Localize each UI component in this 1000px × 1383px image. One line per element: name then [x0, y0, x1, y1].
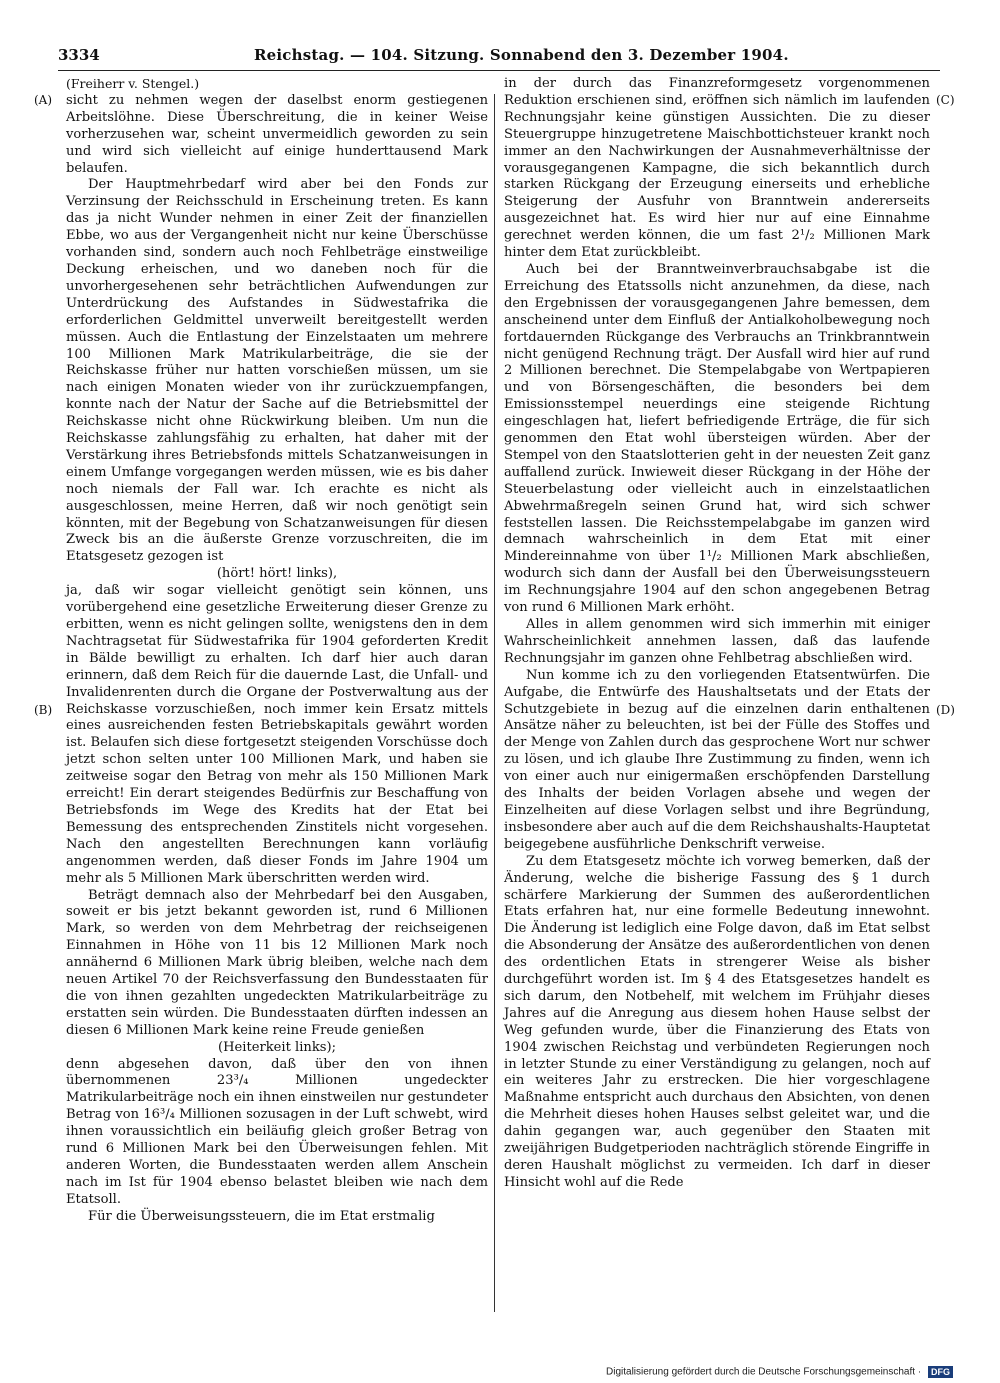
margin-marker-a: (A) [34, 93, 53, 107]
paragraph: sicht zu nehmen wegen der daselbst enorm gestiegenen Arbeitslöhne. Diese Überschreitung, die in keiner Weise vorherzusehen war, scheint unvermeidlich geworden zu sein und wird sich vielleicht auf einige hunderttausend Mark belaufen. [66, 92, 488, 176]
interjection: (hört! hört! links), [216, 566, 338, 582]
column-divider [494, 94, 495, 1312]
running-title: Reichstag. — 104. Sitzung. Sonnabend den 3. Dezember 1904. [254, 46, 789, 64]
margin-marker-b: (B) [34, 703, 53, 717]
paragraph: Zu dem Etatsgesetz möchte ich vorweg bemerken, daß der Änderung, welche die bisherige Fassung des § 1 durch schärfere Markierung der Summen des außerordentlichen Etats erfahren hat, nur eine formelle Bedeutung innewohnt. Die Änderung ist lediglich eine Folge davon, daß im Etat selbst die Absonderung der Ansätze des außerordentlichen von denen des ordentlichen Etats in strengerer Weise als bisher durchgeführt worden ist. Im § 4 des Etatsgesetzes handelt es sich darum, den Notbehelf, mit welchem im Frühjahr dieses Jahres auf die Anregung aus diesem hohen Hause selbst der Weg gefunden wurde, über die Finanzierung des Etats von 1904 zwischen Reichstag und verbündeten Regierungen noch in letzter Stunde zu einer Verständigung zu gelangen, noch auf ein weiteres Jahr zu erstrecken. Die hier vorgeschlagene Maßnahme entspricht auch durchaus den Absichten, von denen die Mehrheit dieses hohen Hauses selbst geleitet war, und die dahin gegangen war, auch gegenüber den Staaten mit zweijährigen Budgetperioden nachträglich störende Eingriffe in deren Haushalt möglichst zu vermeiden. Ich darf in dieser Hinsicht wohl auf die Rede [504, 853, 930, 1190]
right-column [504, 76, 930, 1192]
paragraph: Für die Überweisungssteuern, die im Etat erstmalig [88, 1208, 435, 1224]
interjection: (Heiterkeit links); [217, 1039, 336, 1055]
paragraph: Auch bei der Branntweinverbrauchsabgabe ist die Erreichung des Etatssolls nicht anzunehmen, da diese, nach den Ergebnissen der vorausgegangenen Jahre bemessen, dem anscheinend unter dem Einfluß der Antialkoholbewegung noch fortdauernden Rückgange des Verbrauchs an Trinkbranntwein nicht genügend Rechnung trägt. Der Ausfall wird hier auf rund 2 Millionen berechnet. Die Stempelabgabe von Wertpapieren und von Börsengeschäften, die besonders bei dem Emissionsstempel neuerdings eine steigende Richtung eingeschlagen hat, liefert befriedigende Erträge, die für sich genommen den Etat wohl übersteigen würden. Aber der Stempel von den Staatslotterien geht in der neuesten Zeit ganz auffallend zurück. Inwieweit dieser Rückgang in der Höhe der Steuerbelastung oder vielleicht auch in einzelstaatlichen Abwehrmaßregeln seinen Grund hat, wird sich schwer feststellen lassen. Die Reichsstempelabgabe im ganzen wird demnach wahrscheinlich in dem Etat mit einer Mindereinnahme von über 1¹/₂ Millionen Mark abschließen, wodurch sich dann der Ausfall bei den Überweisungssteuern im Rechnungsjahre 1904 auf den schon angegebenen Betrag von rund 6 Millionen Mark erhöht. [504, 261, 930, 616]
header-rule [58, 70, 940, 71]
margin-marker-d: (D) [936, 703, 955, 717]
page-header [58, 44, 938, 70]
paragraph: denn abgesehen davon, daß über den von ihnen übernommenen 23³/₄ Millionen ungedeckter Matrikularbeiträge noch ein ihnen einstweilen nur gestundeter Betrag von 16³/₄ Millionen sozusagen in der Luft schwebt, wird ihnen voraussichtlich ein beiläufig gleich großer Betrag von rund 6 Millionen Mark bei den Überweisungen fehlen. Mit anderen Worten, die Bundesstaaten werden allem Anschein nach im Ist für 1904 ebenso belastet bleiben wie nach dem Etatsoll. [66, 1056, 488, 1207]
paragraph: Nun komme ich zu den vorliegenden Etatsentwürfen. Die Aufgabe, die Entwürfe des Haushaltsetats und der Etats der Schutzgebiete in bezug auf die einzelnen darin enthaltenen Ansätze näher zu beleuchten, ist bei der Fülle des Stoffes und der Menge von Zahlen durch das gesprochene Wort nur schwer zu lösen, und ich glaube Ihre Zustimmung zu finden, wenn ich von einer auch nur einigermaßen erschöpfenden Darstellung des Inhalts der beiden Vorlagen absehe und wegen der Einzelheiten auf diese Vorlagen selbst und ihre Begründung, insbesondere aber auch auf die dem Reichshaushalts-Hauptetat beigegebene ausführliche Denkschrift verweise. [504, 667, 930, 852]
paragraph: ja, daß wir sogar vielleicht genötigt sein können, uns vorübergehend eine gesetzliche Erweiterung dieser Grenze zu erbitten, wenn es nicht gelingen sollte, wenigstens den in dem Nachtragsetat für Südwestafrika für 1904 geforderten Kredit in Bälde bewilligt zu erhalten. Ich darf hier auch daran erinnern, daß dem Reich für die dauernde Last, die Unfall- und Invalidenrenten durch die Organe der Postverwaltung aus der Reichskasse vorzuschießen, noch immer kein Ersatz mittels eines ausreichenden festen Betriebskapitals gewährt worden ist. Belaufen sich diese fortgesetzt steigenden Vorschüsse doch jetzt schon selten unter 100 Millionen Mark, und haben sie zeitweise sogar den Betrag von mehr als 150 Millionen Mark erreicht! Ein derart steigendes Bedürfnis zur Beschaffung von Betriebsfonds im Wege des Kredits hat der Etat bei Bemessung des entsprechenden Zinstitels nicht vorgesehen. Nach den angestellten Berechnungen kann vorläufig angenommen werden, daß dieser Fonds im Jahre 1904 um mehr als 5 Millionen Mark überschritten werden wird. [66, 583, 488, 886]
credit-text: Digitalisierung gefördert durch die Deutsche Forschungsgemeinschaft · [606, 1366, 922, 1378]
dfg-logo: DFG [928, 1366, 953, 1378]
left-column [66, 76, 488, 1226]
digitization-credit [606, 1366, 953, 1378]
page-number: 3334 [58, 46, 100, 64]
paragraph: Beträgt demnach also der Mehrbedarf bei den Ausgaben, soweit er bis jetzt bekannt geworden ist, rund 6 Millionen Mark, so werden von dem Mehrbetrag der reichseigenen Einnahmen in Höhe von 11 bis 12 Millionen Mark noch annähernd 6 Millionen Mark übrig bleiben, welche nach dem neuen Artikel 70 der Reichsverfassung den Bundesstaaten für die von ihnen gezahlten ungedeckten Matrikularbeiträge zu erstatten sein würden. Die Bundesstaaten dürften indessen an diesen 6 Millionen Mark keine reine Freude genießen [66, 887, 488, 1038]
speaker-attribution: (Freiherr v. Stengel.) [66, 76, 200, 91]
paragraph: Der Hauptmehrbedarf wird aber bei den Fonds zur Verzinsung der Reichsschuld in Erscheinung treten. Es kann das ja nicht Wunder nehmen in einer Zeit der finanziellen Ebbe, wo aus der Vergangenheit nicht nur keine Überschüsse vorhanden sind, sondern auch noch Fehlbeträge einstweilige Deckung erheischen, und wo daneben noch für die unvorhergesehenen sehr beträchtlichen Aufwendungen zur Unterdrückung des Aufstandes in Südwestafrika die erforderlichen Geldmittel unverweilt bereitgestellt werden müssen. Auch die Entlastung der Einzelstaaten um mehrere 100 Millionen Mark Matrikularbeiträge, die sie der Reichskasse früher nur hatten vorschießen müssen, um sie nach einigen Monaten wieder von ihr zurückzuempfangen, konnte nach der Natur der Sache auf die Betriebsmittel der Reichskasse nicht ohne Rückwirkung bleiben. Um nun die Reichskasse zahlungsfähig zu erhalten, hat daher mit der Verstärkung ihres Betriebsfonds mittels Schatzanweisungen in einem Umfange vorgegangen werden müssen, wie es bis daher noch niemals der Fall war. Ich erachte es nicht als ausgeschlossen, meine Herren, daß wir noch genötigt sein könnten, mit der Begebung von Schatzanweisungen für diesen Zweck bis an die äußerste Grenze vorzuschreiten, die im Etatsgesetz gezogen ist [66, 177, 488, 565]
margin-marker-c: (C) [936, 93, 955, 107]
paragraph: Alles in allem genommen wird sich immerhin mit einiger Wahrscheinlichkeit annehmen lassen, daß das laufende Rechnungsjahr im ganzen ohne Fehlbetrag abschließen wird. [504, 617, 930, 666]
paragraph: in der durch das Finanzreformgesetz vorgenommenen Reduktion erschienen sind, eröffnen sich nämlich im laufenden Rechnungsjahr keine günstigen Aussichten. Die zu dieser Steuergruppe hinzugetretene Maischbottichsteuer krankt noch immer an den Nachwirkungen der Ausnahmeverhältnisse der vorausgegangenen Kampagne, die sich bekanntlich durch starken Rückgang der Erzeugung einerseits und erhebliche Steigerung der Ausfuhr von Branntwein andererseits ausgezeichnet hat. Es wird hier nur auf eine Einnahme gerechnet werden können, die um fast 2¹/₂ Millionen Mark hinter dem Etat zurückbleibt. [504, 76, 930, 261]
